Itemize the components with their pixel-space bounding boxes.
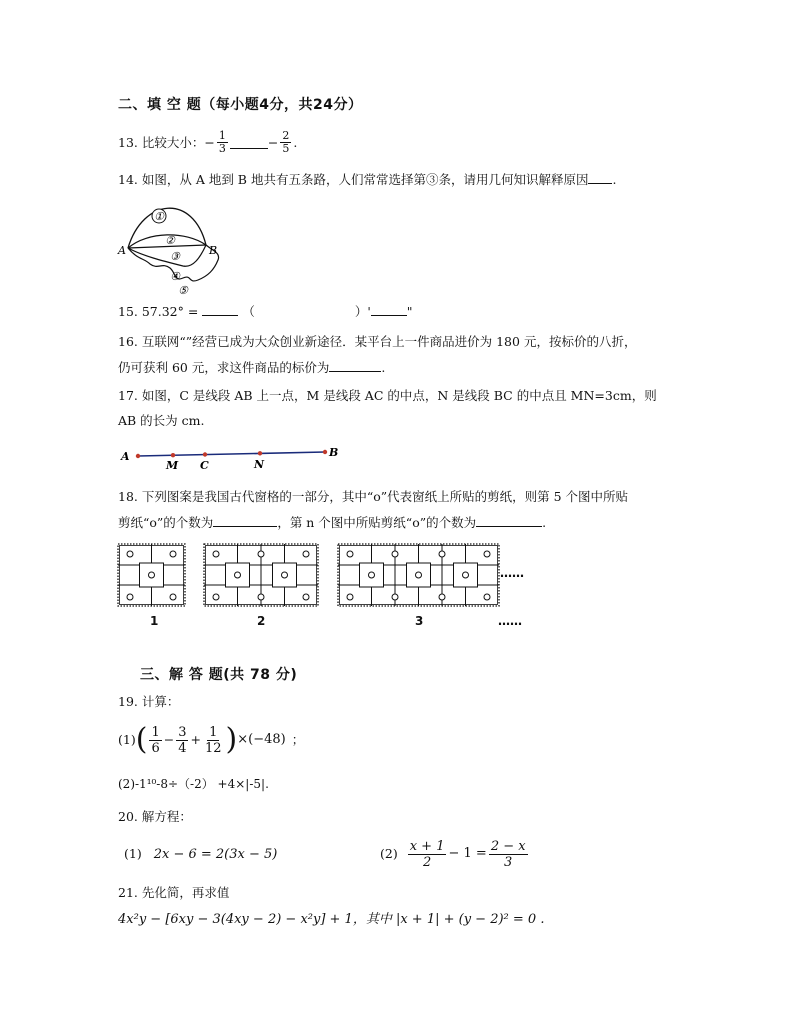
q16-end: . <box>381 360 386 375</box>
paper-cut-top-1-1 <box>170 551 176 557</box>
q20-p1-label: (1) <box>124 846 142 861</box>
q15-blank-2[interactable] <box>371 304 407 316</box>
q19-paren-left: ( <box>135 722 148 757</box>
section-3-title: 三、解 答 题(共 78 分) <box>140 667 298 683</box>
q19-frac-a <box>149 725 161 756</box>
section-2-title: 二、填 空 题（每小题4分，共24分） <box>118 97 363 113</box>
label-n: N <box>254 458 265 471</box>
label-2: ② <box>165 234 175 247</box>
q16-line-2-text: 仍可获利 60 元，求这件商品的标价为 <box>118 360 330 375</box>
paper-cut-bottom-2-0 <box>213 594 219 600</box>
label-b: B <box>329 446 339 459</box>
q17-line-2: AB 的长为 cm. <box>118 413 205 428</box>
point-c <box>203 452 207 456</box>
paper-cut-top-3-1 <box>392 551 398 557</box>
paper-cut-top-2-1 <box>258 551 264 557</box>
paper-cut-top-2-0 <box>213 551 219 557</box>
q15-end: " <box>406 304 413 319</box>
q15-paren-close: ）' <box>354 304 371 319</box>
q19-c-num: 1 <box>209 724 218 740</box>
q20-p1-equation: 2x − 6 = 2(3x − 5) <box>153 847 278 862</box>
q14-figure <box>118 198 238 298</box>
question-13 <box>118 130 297 155</box>
point-b <box>323 450 327 454</box>
q13-fraction-b <box>280 130 291 155</box>
q13-b-num: 2 <box>282 129 290 142</box>
q21-expression: 4x²y − [6xy − 3(4xy − 2) − x²y] + 1，其中 |x + 1| + (y − 2)² = 0 . <box>118 912 545 927</box>
q13-a-den: 3 <box>218 142 226 155</box>
paper-cut-bottom-2-2 <box>303 594 309 600</box>
q14-end: . <box>612 172 617 187</box>
point-a-label: A <box>118 244 126 257</box>
ellipsis-2: …… <box>498 614 522 628</box>
q19-p1-end: ； <box>291 732 305 747</box>
q19-frac-b <box>176 725 188 756</box>
q20-part-2 <box>380 834 530 874</box>
q18-blank-2[interactable] <box>476 515 542 527</box>
q18-line-1: 18. 下列图案是我国古代窗格的一部分，其中“o”代表窗纸上所贴的剪纸，则第 5 个图中所贴 <box>118 489 629 504</box>
q16-answer-blank[interactable] <box>329 360 381 372</box>
paper-cut-bottom-3-3 <box>484 594 490 600</box>
q18-window-figures <box>116 542 536 634</box>
q19-p1-label: (1) <box>118 732 136 747</box>
q17-segment-figure <box>118 442 348 472</box>
segment-ab <box>138 452 325 456</box>
question-15 <box>118 304 413 320</box>
q21-title: 21. 先化简，再求值 <box>118 885 230 900</box>
q20-title: 20. 解方程： <box>118 809 192 824</box>
q20-r-den: 3 <box>504 854 513 870</box>
q19-b-num: 3 <box>178 724 187 740</box>
q19-title: 19. 计算： <box>118 694 180 709</box>
q19-a-num: 1 <box>151 724 160 740</box>
paper-cut-center-2-1 <box>282 572 288 578</box>
q20-p2-mid: − 1 = <box>448 846 487 861</box>
q18-end: . <box>542 515 547 530</box>
paper-cut-top-3-3 <box>484 551 490 557</box>
point-m <box>171 453 175 457</box>
q13-a-sign: − <box>204 134 215 150</box>
q16-line-1: 16. 互联网“”经营已成为大众创业新途径．某平台上一件商品进价为 180 元，按标价的八折， <box>118 334 637 349</box>
q19-op2: + <box>190 732 201 747</box>
q13-answer-blank[interactable] <box>230 137 268 149</box>
q20-l-den: 2 <box>422 854 432 870</box>
q15-text: 15. 57.32° = <box>118 304 199 319</box>
q19-p1-tail: ×(−48) <box>237 732 286 747</box>
ellipsis-1: …… <box>500 566 524 580</box>
q20-l-num: x + 1 <box>409 838 445 854</box>
figure-label-1: 1 <box>150 614 159 628</box>
point-a <box>136 454 140 458</box>
point-b-label: B <box>209 244 218 257</box>
q14-answer-blank[interactable] <box>588 172 612 184</box>
paper-cut-bottom-1-0 <box>127 594 133 600</box>
path-4-curve <box>128 245 206 266</box>
q14-text: 14. 如图，从 A 地到 B 地共有五条路，人们常常选择第③条，请用几何知识解释原因 <box>118 172 589 187</box>
paper-cut-bottom-3-0 <box>347 594 353 600</box>
figure-label-3: 3 <box>415 614 424 628</box>
paper-cut-center-2-0 <box>235 572 241 578</box>
label-m: M <box>166 459 179 472</box>
q18-line-2a: 剪纸“o”的个数为 <box>118 515 214 530</box>
paper-cut-bottom-1-1 <box>170 594 176 600</box>
q19-part-2: (2)-1¹⁰-8÷（-2） +4×|-5|. <box>118 777 269 791</box>
q15-blank-1[interactable] <box>202 304 238 316</box>
q13-b-den: 5 <box>282 142 290 155</box>
q19-op1: − <box>163 732 175 747</box>
label-1: ① <box>154 210 164 223</box>
q20-r-num: 2 − x <box>490 838 526 854</box>
q19-a-den: 6 <box>151 740 160 756</box>
q20-p2-label: (2) <box>380 846 398 861</box>
paper-cut-top-3-0 <box>347 551 353 557</box>
question-18-line-2 <box>118 515 546 531</box>
q13-text: 13. 比较大小： <box>118 134 205 150</box>
label-5: ⑤ <box>178 284 188 297</box>
q20-frac-right <box>489 839 528 870</box>
label-3: ③ <box>170 250 180 263</box>
q19-frac-c <box>203 725 224 756</box>
paper-cut-center-3-0 <box>369 572 375 578</box>
q13-fraction-a <box>217 130 228 155</box>
paper-cut-center-3-2 <box>463 572 469 578</box>
paper-cut-bottom-2-1 <box>258 594 264 600</box>
point-n <box>258 451 262 455</box>
paper-cut-top-2-2 <box>303 551 309 557</box>
q19-b-den: 4 <box>178 740 187 756</box>
q19-c-den: 12 <box>204 740 222 756</box>
q18-blank-1[interactable] <box>213 515 277 527</box>
paper-cut-center-3-1 <box>416 572 422 578</box>
label-c: C <box>200 459 209 472</box>
paper-cut-top-1-0 <box>127 551 133 557</box>
paper-cut-bottom-3-2 <box>439 594 445 600</box>
question-16-line-2 <box>118 360 385 376</box>
q20-part-1 <box>124 846 277 863</box>
paper-cut-bottom-3-1 <box>392 594 398 600</box>
label-a: A <box>121 450 130 463</box>
q13-b-sign: − <box>267 134 279 150</box>
q19-part-1 <box>118 718 304 762</box>
q17-line-1: 17. 如图，C 是线段 AB 上一点，M 是线段 AC 的中点，N 是线段 BC 的中点且 MN=3cm，则 <box>118 388 657 403</box>
question-14 <box>118 172 616 188</box>
q13-a-num: 1 <box>218 129 226 142</box>
q18-line-2b: ，第 n 个图中所贴剪纸“o”的个数为 <box>277 515 477 530</box>
q19-paren-right: ) <box>225 722 238 757</box>
q15-paren-open: （ <box>242 304 255 319</box>
q13-end: . <box>293 134 298 150</box>
figure-label-2: 2 <box>257 614 266 628</box>
q20-frac-left <box>408 839 447 870</box>
label-4: ④ <box>170 270 180 283</box>
paper-cut-center-1-0 <box>149 572 155 578</box>
paper-cut-top-3-2 <box>439 551 445 557</box>
